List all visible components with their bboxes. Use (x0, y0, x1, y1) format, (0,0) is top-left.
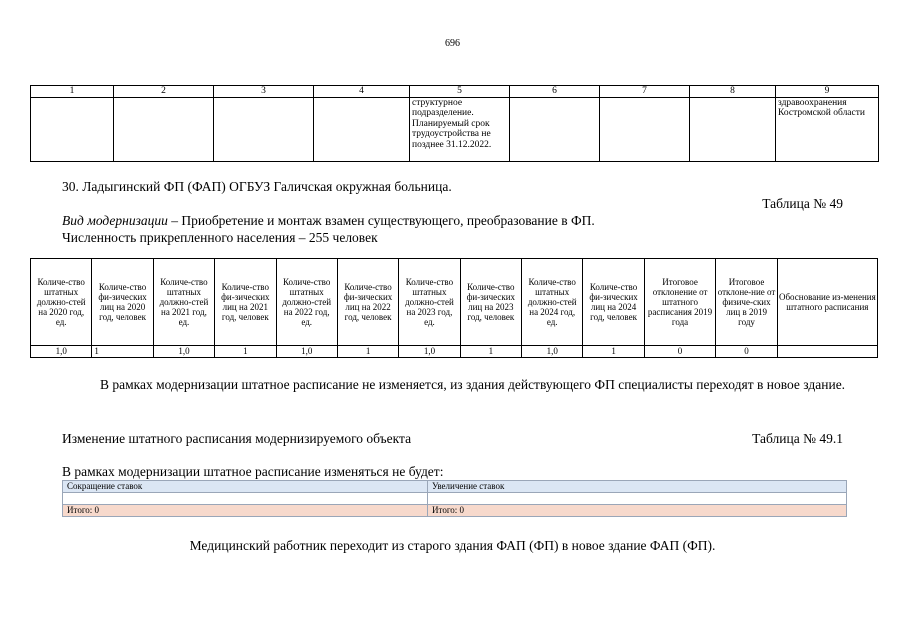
change-note: В рамках модернизации штатное расписание изменяться не будет: (62, 464, 444, 479)
staff-header: Количе-ство фи-зических лиц на 2022 год, человек (337, 259, 398, 346)
table-cell (114, 97, 214, 161)
staff-header: Количе-ство штатных должно-стей на 2021 год, ед. (153, 259, 214, 346)
rates-total-decrease: Итого: 0 (63, 505, 428, 517)
column-number: 9 (776, 86, 879, 98)
column-number: 5 (410, 86, 510, 98)
staff-value: 0 (716, 346, 777, 358)
staff-header: Количе-ство штатных должно-стей на 2022 год, ед. (276, 259, 337, 346)
cell-line: Планируемый срок (412, 118, 490, 129)
continuation-table (30, 85, 879, 162)
column-number: 8 (690, 86, 776, 98)
table-cell (600, 97, 690, 161)
staff-value: 1 (92, 346, 153, 358)
cell-line: подразделение. (412, 108, 474, 118)
section-title: 30. Ладыгинский ФП (ФАП) ОГБУЗ Галичская окружная больница. (62, 179, 452, 194)
modernization-label: Вид модернизации (62, 213, 168, 228)
column-number: 4 (314, 86, 410, 98)
staff-header: Обоснование из-менения штатного расписания (777, 259, 877, 346)
staff-header: Количе-ство фи-зических лиц на 2021 год, человек (215, 259, 276, 346)
rates-table (62, 480, 847, 517)
cell-line: трудоустройства не (412, 129, 491, 139)
table-cell (214, 97, 314, 161)
staff-header: Количе-ство фи-зических лиц на 2020 год, человек (92, 259, 153, 346)
staff-header: Количе-ство штатных должно-стей на 2023 год, ед. (399, 259, 460, 346)
table-cell (314, 97, 410, 161)
rates-header-increase: Увеличение ставок (428, 481, 847, 493)
table-cell (690, 97, 776, 161)
table-49-1-label: Таблица № 49.1 (752, 431, 843, 446)
population-text: Численность прикрепленного населения – 255 человек (62, 230, 378, 245)
cell-line: позднее 31.12.2022. (412, 139, 492, 150)
staff-value: 1 (460, 346, 521, 358)
cell-line: Костромской области (778, 108, 865, 118)
staff-header: Количе-ство штатных должно-стей на 2020 год, ед. (31, 259, 92, 346)
table-49-label: Таблица № 49 (762, 196, 843, 211)
change-title: Изменение штатного расписания модернизируемого объекта (62, 431, 412, 446)
table-cell (31, 97, 114, 161)
staff-header: Количе-ство фи-зических лиц на 2024 год, человек (583, 259, 644, 346)
paragraph-modernization: В рамках модернизации штатное расписание не изменяется, из здания действующего ФП специалисты переходят в новое здание. (100, 377, 846, 392)
staff-value: 1 (215, 346, 276, 358)
column-number: 1 (31, 86, 114, 98)
staff-value (777, 346, 877, 358)
staff-header: Итоговое отклоне-ние от физиче-ских лиц в 2019 году (716, 259, 777, 346)
table-cell-col9 (776, 97, 879, 161)
staff-value: 0 (644, 346, 716, 358)
staff-value: 1,0 (276, 346, 337, 358)
staff-value: 1,0 (522, 346, 583, 358)
staff-value: 1 (583, 346, 644, 358)
staff-table (30, 258, 878, 358)
column-number: 3 (214, 86, 314, 98)
staff-header: Количе-ство фи-зических лиц на 2023 год, человек (460, 259, 521, 346)
column-number: 7 (600, 86, 690, 98)
page-number: 696 (445, 38, 460, 49)
cell-line: здравоохранения (778, 97, 847, 108)
table-cell (510, 97, 600, 161)
staff-value: 1,0 (31, 346, 92, 358)
final-text: Медицинский работник переходит из старого здания ФАП (ФП) в новое здание ФАП (ФП). (189, 538, 716, 553)
cell-line: структурное (412, 97, 463, 108)
rates-header-decrease: Сокращение ставок (63, 481, 428, 493)
staff-header: Количе-ство штатных должно-стей на 2024 год, ед. (522, 259, 583, 346)
table-cell-col5 (410, 97, 510, 161)
column-number: 6 (510, 86, 600, 98)
staff-value: 1 (337, 346, 398, 358)
rates-total-increase: Итого: 0 (428, 505, 847, 517)
rates-empty-cell (428, 493, 847, 505)
staff-header: Итоговое отклонение от штатного расписания 2019 года (644, 259, 716, 346)
staff-value: 1,0 (153, 346, 214, 358)
modernization-text: – Приобретение и монтаж взамен существующего, преобразование в ФП. (167, 213, 595, 228)
staff-value: 1,0 (399, 346, 460, 358)
rates-empty-cell (63, 493, 428, 505)
modernization-line (62, 212, 595, 229)
column-number: 2 (114, 86, 214, 98)
